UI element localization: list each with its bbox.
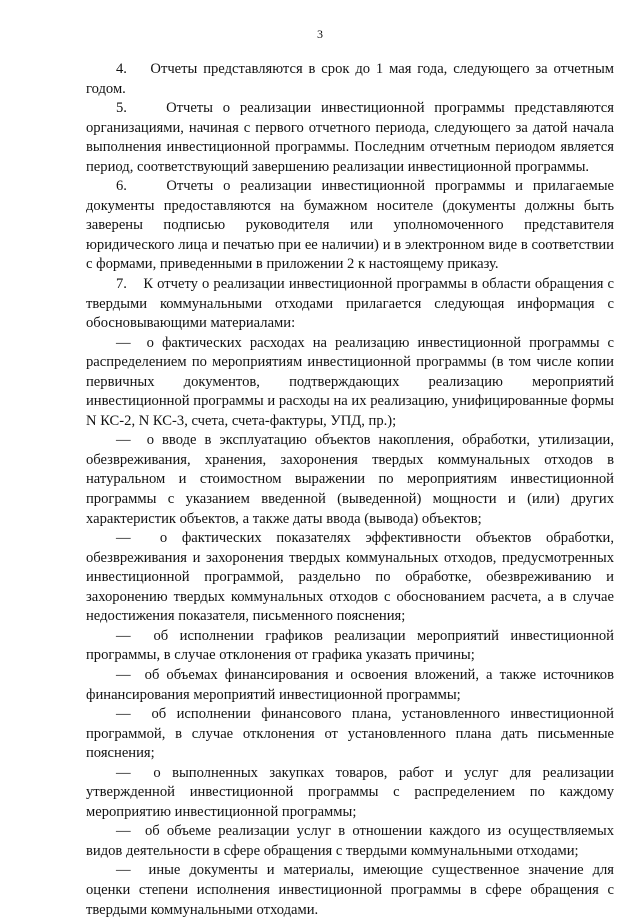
list-item-financial-plan: — об исполнении финансового плана, установленного инвестиционной программой, в случае отклонения от установленного плана дать письменные пояснения; <box>86 706 614 762</box>
list-item-financing-volumes: — об объемах финансирования и освоения вложений, а также источников финансирования мероприятий инвестиционной программы; <box>86 666 614 703</box>
paragraph-item-6: 6. Отчеты о реализации инвестиционной программы и прилагаемые документы предоставляются на бумажном носителе (документы должны быть заверены подписью руководителя или уполномоченного представителя юридического лица и печатью при ее наличии) и в электронном виде в соответствии с формами, приведенными в приложении 2 к настоящему приказу. <box>86 178 614 273</box>
list-item-other-documents: — иные документы и материалы, имеющие существенное значение для оценки степени исполнения инвестиционной программы в сфере обращения с твердыми коммунальными отходами. <box>86 862 614 918</box>
paragraph-item-7: 7. К отчету о реализации инвестиционной программы в области обращения с твердыми коммунальными отходами прилагается следующая информация с обосновывающими материалами: <box>86 276 614 332</box>
list-item-commissioning: — о вводе в эксплуатацию объектов накопления, обработки, утилизации, обезвреживания, хранения, захоронения твердых коммунальных отходов в натуральном и стоимостном выражении по мероприятиям инвестиционной программы с указанием введенной (выведенной) мощности и (или) других характеристик объектов, а также даты ввода (вывода) объектов; <box>86 432 614 527</box>
paragraph-item-5: 5. Отчеты о реализации инвестиционной программы представляются организациями, начиная с первого отчетного периода, следующего за датой начала выполнения инвестиционной программы. Последним отчетным периодом является период, соответствующий завершению реализации инвестиционной программы. <box>86 100 614 175</box>
list-item-schedule-execution: — об исполнении графиков реализации мероприятий инвестиционной программы, в случае отклонения от графика указать причины; <box>86 627 614 664</box>
list-item-efficiency-indicators: — о фактических показателях эффективности объектов обработки, обезвреживания и захоронения твердых коммунальных отходов, предусмотренных инвестиционной программой, раздельно по обработке, обезвреживанию и захоронению твердых коммунальных отходов с обоснованием расчета, а в случае недостижения показателя, письменного пояснения; <box>86 530 614 625</box>
list-item-services-volume: — об объеме реализации услуг в отношении каждого из осуществляемых видов деятельности в сфере обращения с твердыми коммунальными отходами; <box>86 823 614 859</box>
paragraph-item-4: 4. Отчеты представляются в срок до 1 мая года, следующего за отчетным годом. <box>86 61 614 97</box>
page-number: 3 <box>317 27 323 41</box>
document-body <box>86 60 614 920</box>
list-item-procurements: — о выполненных закупках товаров, работ и услуг для реализации утвержденной инвестиционной программы с распределением по каждому мероприятию инвестиционной программы; <box>86 764 614 820</box>
list-item-actual-expenses: — о фактических расходах на реализацию инвестиционной программы с распределением по мероприятиям инвестиционной программы (в том числе копии первичных документов, подтверждающих реализацию мероприятий инвестиционной программы и расходы на их реализацию, унифицированные формы N КС-2, N КС-3, счета, счета-фактуры, УПД, пр.); <box>86 334 614 429</box>
